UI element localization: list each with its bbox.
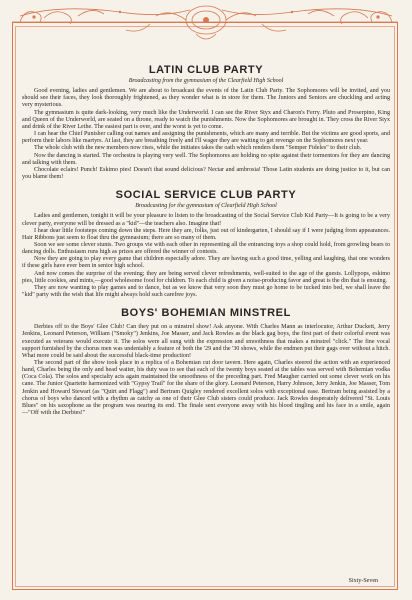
paragraph: Derbies off to the Boys' Glee Club! Can they put on a minstrel show! Ask anyone. With Charles Mann as interlocutor, Arthur Duckett, Jerry Jenkins, Leonard Peterson, William ("Smoky") Jenkins, Joe Masser, and Jack Rowles as the black gag boys, the first part of their colorful event was executed as veterans would execute it. The solos were all sung with the expression and smoothness that makes a minstrel "click." The fine vocal support furnished by the chorus men was undeniably a feature of both the '29 and the '30 shows, while the endmen put their gags over without a hitch. What more could be said about the successful black-time production! — [22, 324, 390, 359]
latin-club-party-section — [22, 64, 390, 181]
paragraph: The second part of the show took place in a replica of a Bohemian cut door tavern. Here again, Charles steered the action with an experienced hand, Charles being the only and head waiter, his duty was to see that each of the twenty boys seated at the tables was served with Bohemian vodka (Coca Cola). The solos and specialty acts again maintained the smoothness of the preceding part. Fred Maugher carried out some clever work on his cane. The Junior Quartette harmonized with "Gypsy Trail" for the share of the glory. Leonard Peterson, Harry Johnson, Jerry Jenkin, Joe Masser, Tom Jenkin and Howard Stewart (as "Quirt and Flagg") and Bertram Quigley rendered excellent solos with exceptional ease. Bertram being assisted by a chorus of boys who danced with a rhythm as catchy as one of their Glee Club sisters could produce. Jack Rowles desperately delivered "St. Louis Blues" on his saxophone as the program was nearing its end. The finale sent everyone away with his blood tingling and his face in a smile, again—"Off with the Derbies!" — [22, 360, 390, 417]
page-number: Sixty-Seven — [348, 578, 378, 584]
section-title: BOYS' BOHEMIAN MINSTREL — [121, 307, 291, 320]
paragraph: They are now wanting to play games and to dance, but as we know that very soon they must go home to be tucked into bed, we shall leave the "kid" party with the wish that life might always hold such carefree joys. — [22, 284, 390, 299]
paragraph: Soon we see some clever stunts. Two groups vie with each other in representing all the entrancing toys a shop could hold, from growling bears to dancing dolls. Enthusiasm runs high as prizes are offered the winner of contests. — [22, 241, 390, 256]
boys-bohemian-minstrel-section — [22, 307, 390, 417]
article-body — [22, 58, 390, 417]
paragraph: And now comes the surprise of the evening; they are being served clever refreshments, well-suited to the age of the guests. Lollypops, eskimo pies, little cookies, and mints,—good wholesome food for children. To each child is given a noise-producing favor and great is the din that is ensuing. — [22, 270, 390, 284]
paragraph: I hear dear little footsteps coming down the steps. Here they are, folks, just out of kindergarten, I should say if I were judging from appearances. Hair Ribbons just seem to float thru the gymnasium; there are so many of them. — [22, 227, 390, 241]
decorative-header-ornament — [0, 0, 412, 58]
paragraph: Good evening, ladies and gentlemen. We are about to broadcast the events of the Latin Club Party. The Sophomores will be invited, and you should see their faces, they look thoroughly frightened, as they wonder what is in store for them. The Juniors and Seniors are chuckling and acting very mysterious. — [22, 88, 390, 109]
paragraph: I can hear the Chief Punisher calling out names and assigning the punishments, which are many and terrible. But the victims are good sports, and perform their labors like martyrs. At last, they are breathing freely and I'll wager they are waiting to get revenge on the Sophomores next year. — [22, 131, 390, 145]
paragraph: Now they are going to play every game that children especially adore. They are having such a good time, yelling and laughing, that one wonders if these girls have ever been in senior high school. — [22, 256, 390, 270]
paragraph: Ladies and gentlemen, tonight it will be your pleasure to listen to the broadcasting of the Social Service Club Kid Party—It is going to be a very clever party, everyone will be dressed as a "kid"—the teachers also. Imagine that! — [22, 213, 390, 227]
paragraph: The gymnasium is quite dark-looking, very much like the Underworld. I can see the River Styx and Charon's Ferry. Pluto and Proserpino, King and Queen of the Underworld, are seated on a throne, ready to watch the punishments. Now the Sophomores are brought in. They cross the River Styx and drink of the River Lethe. The easiest part is over, and the worst is yet to come. — [22, 109, 390, 130]
section-title: SOCIAL SERVICE CLUB PARTY — [115, 189, 297, 202]
paragraph: The whole club with the new members now rises, while the initiates takes the oath which renders them "Semper Fideles" to their club. — [34, 145, 362, 152]
section-byline: Broadcasting for the gymnasium of Clearfield High School — [135, 203, 277, 210]
section-byline: Broadcasting from the gymnasium of the Clearfield High School — [128, 78, 284, 84]
paragraph: Chocolate eclairs! Punch! Eskimo pies! Doesn't that sound delicious? Nectar and ambrosia! Those Latin students are doing justice to it, but can you blame them! — [22, 166, 390, 181]
paragraph: Now the dancing is started. The orchestra is playing very well. The Sophomores are holding no spite against their tormentors for they are dancing and talking with them. — [22, 152, 390, 166]
section-title: LATIN CLUB PARTY — [148, 64, 264, 76]
social-service-club-party-section — [22, 189, 390, 299]
